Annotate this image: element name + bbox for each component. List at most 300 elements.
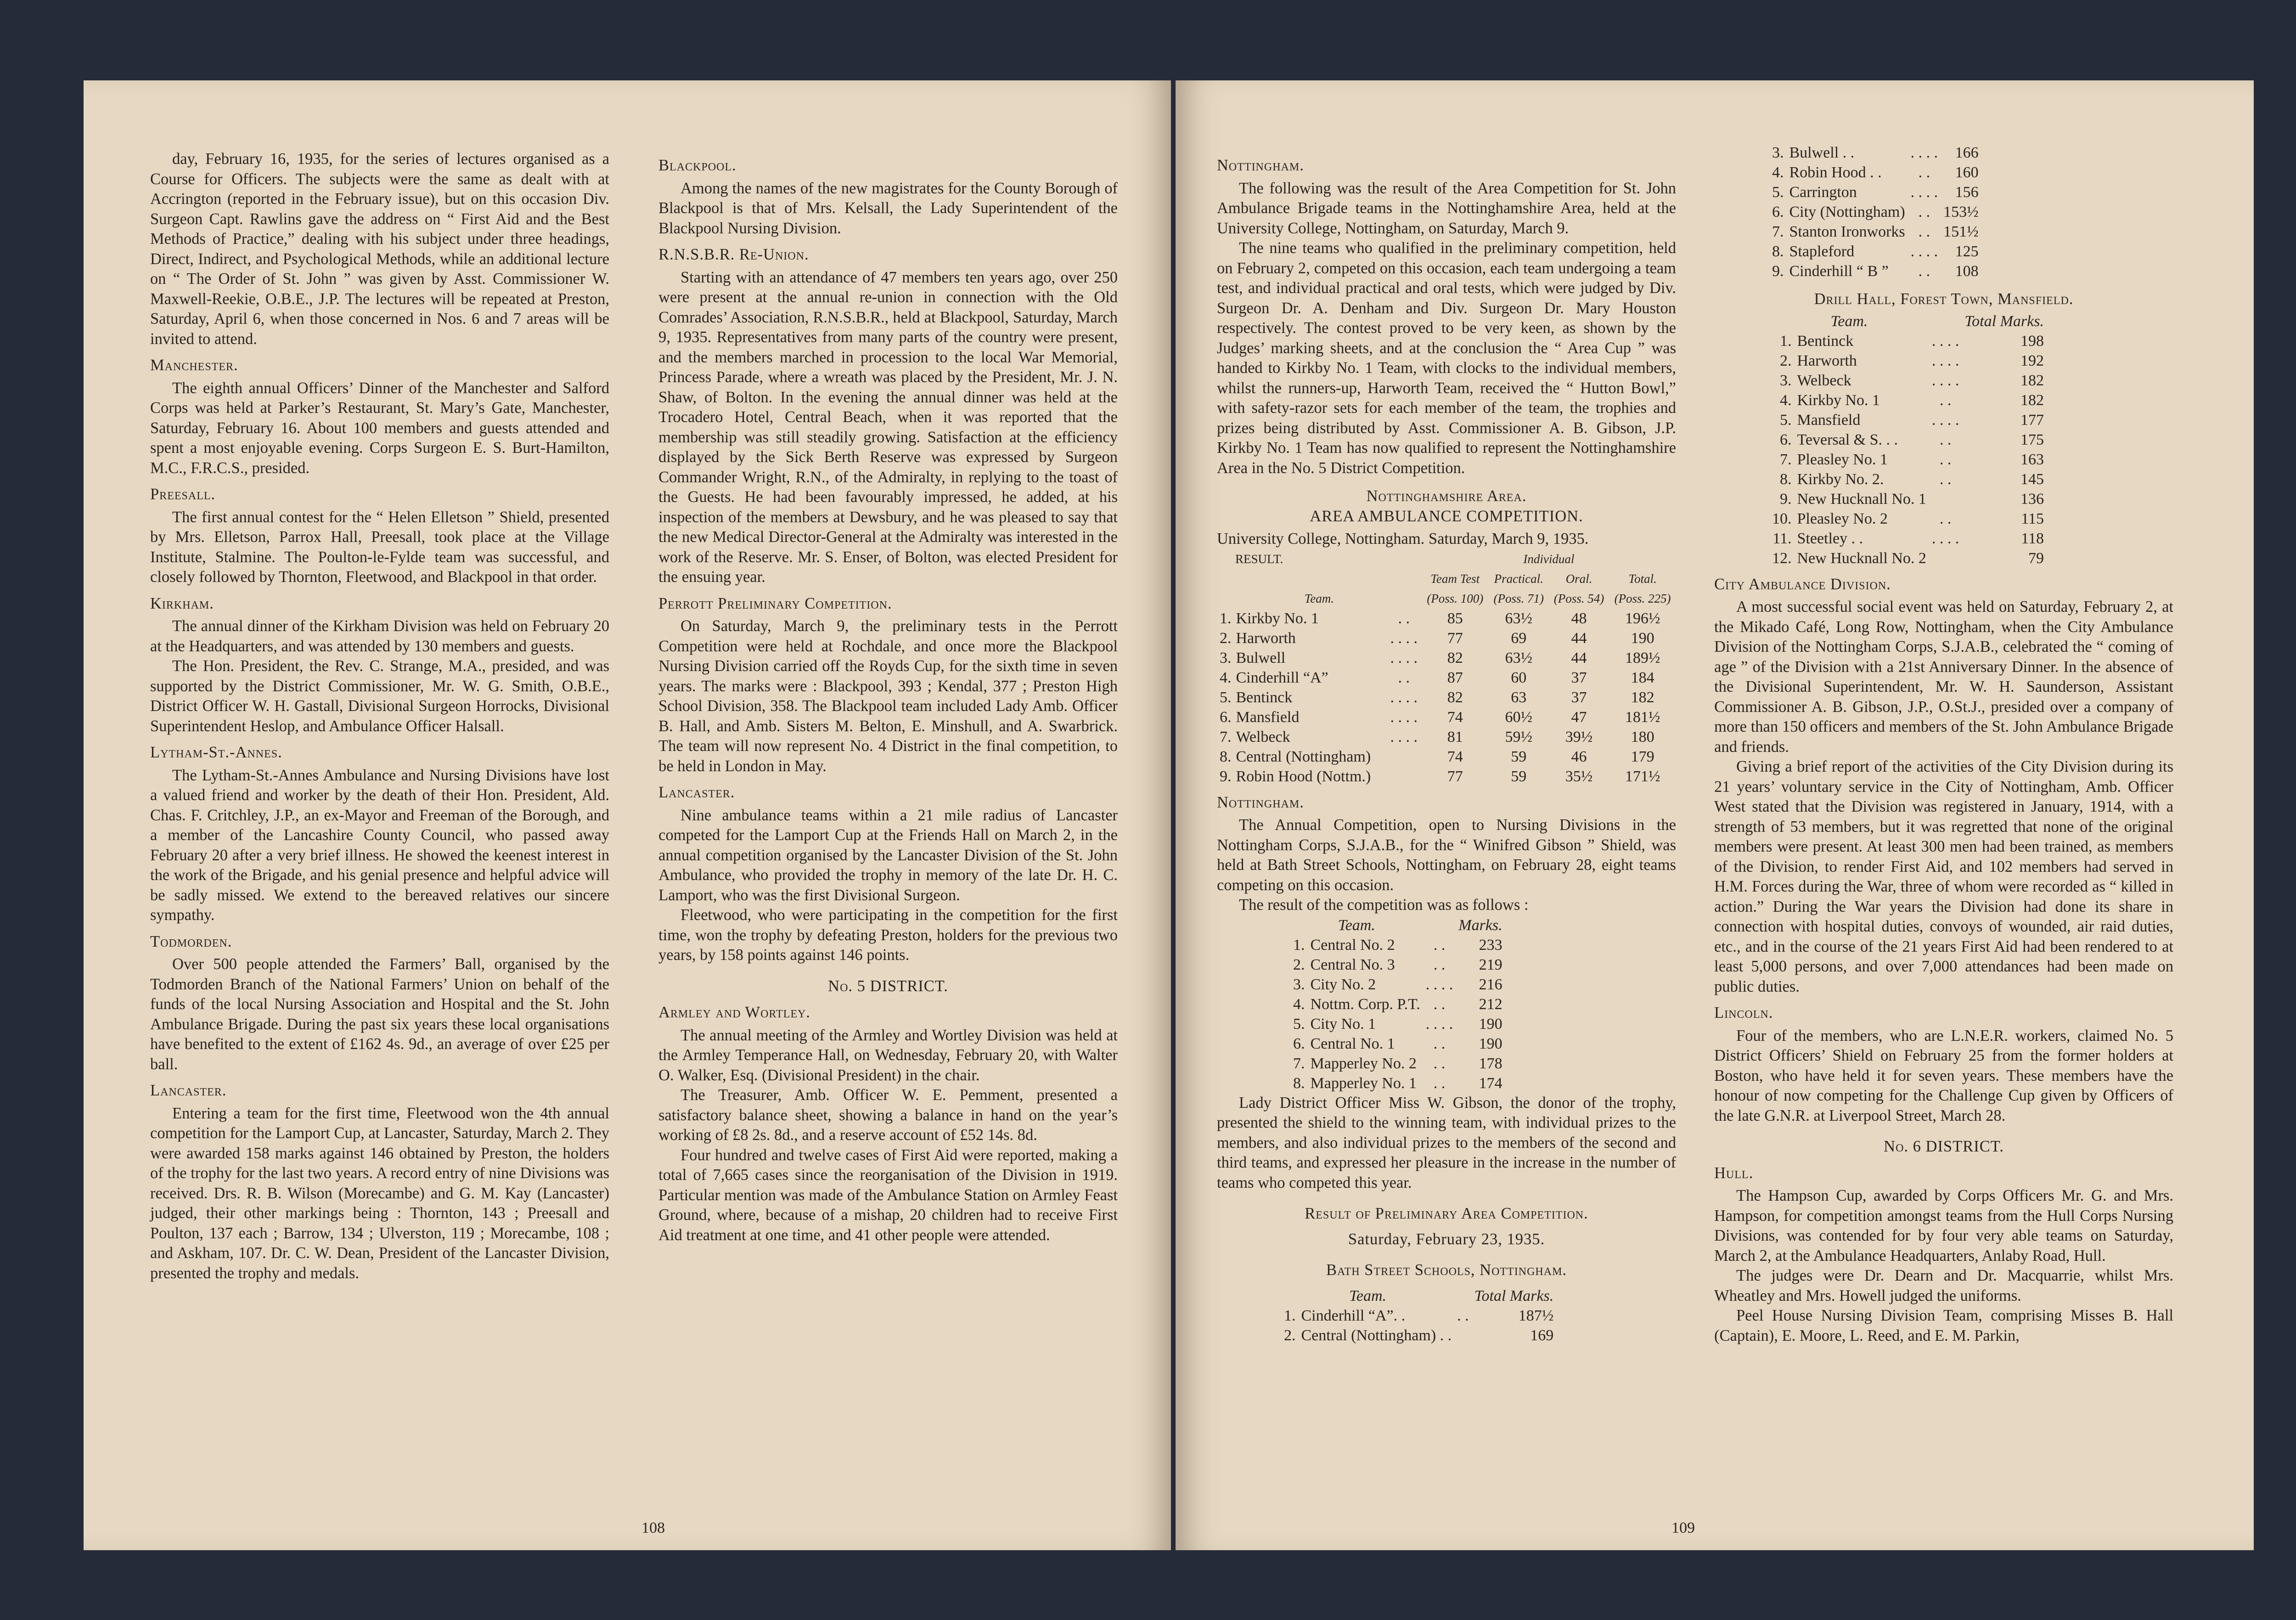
team-test-score: 77 <box>1447 629 1463 647</box>
oral-score: 35½ <box>1565 768 1593 785</box>
team-name: Mansfield <box>1797 411 1861 429</box>
table-row <box>1281 1326 1556 1345</box>
table-row <box>1290 994 1505 1014</box>
team-name: Bentinck <box>1797 332 1854 350</box>
table-row <box>1217 727 1676 747</box>
table-row <box>1769 143 1981 163</box>
paragraph: Among the names of the new magistrates for the County Borough of Blackpool is that of Mrs. Kelsall, the Lady Superintendent of the Blackpool Nursing Division. <box>658 179 1118 237</box>
table-row <box>1769 163 1981 182</box>
row-number: 7. <box>1220 728 1232 745</box>
team-name: Central No. 2 <box>1310 936 1395 954</box>
team-name: Mapperley No. 1 <box>1310 1074 1417 1092</box>
total-score: 196½ <box>1625 610 1660 627</box>
team-header: Team. <box>1304 591 1334 605</box>
oral-score: 37 <box>1571 669 1587 686</box>
marks: 156 <box>1955 184 1979 201</box>
paragraph: Entering a team for the first time, Fleetwood won the 4th annual competition for the Lamport Cup, at Lancaster, Saturday, March 2. They were awarded 158 marks against 146 obtained by Preston, the holders of the trophy for the last two years. A record entry of nine Divisions was received. Drs. R. B. Wilson (Morecambe) and G. M. Kay (Lancaster) judged, their other markings being : Thornton, 143 ; Preesall and Poulton, 137 each ; Barrow, 134 ; Ulverston, 119 ; Morecambe, 108 ; and Askham, 107. Dr. C. W. Dean, President of the Lancaster Division, presented the trophy and medals. <box>150 1104 609 1282</box>
leader-dots: . . . . <box>1425 976 1453 993</box>
paragraph: Four of the members, who are L.N.E.R. workers, claimed No. 5 District Officers’ Shield on February 25 from the former holders at Boston, who have held it for seven years. These members have the honour of now competing for the Challenge Cup given by Officers of the late G.N.R. at Liverpool Street, March 28. <box>1714 1027 2173 1124</box>
table-row <box>1217 688 1676 707</box>
team-test-score: 87 <box>1447 669 1463 686</box>
total-score: 184 <box>1631 669 1654 686</box>
table-row <box>1769 548 2047 568</box>
marks: 151½ <box>1943 223 1979 240</box>
marks: 216 <box>1479 976 1503 993</box>
leader-dots: . . . . <box>1910 243 1938 260</box>
leader-dots: . . . . <box>1910 184 1938 201</box>
row-number: 9. <box>1220 768 1232 785</box>
section-heading: Manchester. <box>150 356 238 374</box>
team-cell <box>1217 668 1386 688</box>
page-number-right: 109 <box>1671 1519 1695 1536</box>
row-number: 8. <box>1293 1074 1305 1092</box>
drill-marks-header: Total Marks. <box>1964 312 2044 330</box>
table-row <box>1769 489 2047 509</box>
leader-dots: . . <box>1433 1055 1446 1072</box>
marks: 177 <box>2020 411 2044 429</box>
marks: 190 <box>1479 1035 1503 1052</box>
team-name: Central (Nottingham) . . <box>1301 1326 1452 1344</box>
section-heading: Nottingham. <box>1217 793 1304 811</box>
leader-dots: . . <box>1433 1035 1446 1052</box>
team-name: Welbeck <box>1797 372 1851 389</box>
row-number: 1. <box>1220 610 1232 627</box>
marks: 166 <box>1955 144 1979 161</box>
section-heading: Perrott Preliminary Competition. <box>658 594 892 612</box>
table-row <box>1769 430 2047 450</box>
row-number: 9. <box>1772 263 1784 280</box>
paragraph: The Hon. President, the Rev. C. Strange, M.A., presided, and was supported by the District Commissioner, Mr. W. G. Smith, O.B.E., District Officer W. H. Gastall, Divisional Surgeon Horrocks, Divisional Superintendent Heslop, and Ambulance Officer Halsall. <box>150 657 609 735</box>
team-name: Stapleford <box>1789 243 1855 260</box>
team-name: Central No. 1 <box>1310 1035 1395 1052</box>
row-number: 6. <box>1220 708 1232 726</box>
team-name: City No. 1 <box>1310 1015 1376 1033</box>
team-name: New Hucknall No. 1 <box>1797 490 1926 508</box>
marks: 212 <box>1479 995 1503 1013</box>
leader-dots: . . . . <box>1390 649 1418 666</box>
left-page <box>84 80 1171 1550</box>
team-cell <box>1217 688 1386 707</box>
table-row <box>1281 1306 1556 1326</box>
team-test-score: 85 <box>1447 610 1463 627</box>
team-name: New Hucknall No. 2 <box>1797 549 1926 567</box>
paragraph: The following was the result of the Area Competition for St. John Ambulance Brigade teams in the Nottinghamshire Area, held at the University College, Nottingham, on Saturday, March 9. <box>1217 179 1676 237</box>
marks: 169 <box>1530 1326 1554 1344</box>
team-cell <box>1217 609 1386 628</box>
leader-dots: . . . . <box>1931 352 1959 369</box>
row-number: 5. <box>1293 1015 1305 1033</box>
team-name: City No. 2 <box>1310 976 1376 993</box>
column-2 <box>658 149 1118 1245</box>
marks: 219 <box>1479 956 1503 973</box>
team-name: Steetley . . <box>1797 530 1863 547</box>
table-row <box>1769 469 2047 489</box>
row-number: 6. <box>1780 431 1792 448</box>
leader-dots: . . <box>1939 431 1952 448</box>
paragraph: The Hampson Cup, awarded by Corps Officers Mr. G. and Mrs. Hampson, for competition amongst teams from the Hull Corps Nursing Divisions, was contended for by four very able teams on Saturday, March 2, at the Ambulance Headquarters, Anlaby Road, Hull. <box>1714 1187 2173 1264</box>
oral-score: 46 <box>1571 748 1587 765</box>
section-heading: Lytham-St.-Annes. <box>150 744 282 761</box>
practical-score: 63 <box>1511 689 1527 706</box>
row-number: 2. <box>1220 629 1232 647</box>
oral-score: 47 <box>1571 708 1587 726</box>
paragraph: A most successful social event was held on Saturday, February 2, at the Mikado Café, Long Row, Nottingham, when the City Ambulance Division of the Nottingham Corps, S.J.A.B., celebrated the “ coming of age ” of the Division with a 21st Anniversary Dinner. In the absence of the Divisional Superintendent, Mr. W. H. Saunderson, Assistant Commissioner A. B. Gibson, J.P., O.St.J., presided over a company of more than 150 officers and members of the St. John Ambulance Brigade and friends. <box>1714 598 2173 756</box>
team-name: Cinderhill “A” <box>1236 669 1328 686</box>
row-number: 5. <box>1780 411 1792 429</box>
row-number: 8. <box>1780 470 1792 488</box>
paragraph: The eighth annual Officers’ Dinner of the Manchester and Salford Corps was held at Parker’s Restaurant, St. Mary’s Gate, Manchester, Saturday, February 16. About 100 members and guests attended and spent a most enjoyable evening. Corps Surgeon E. S. Burt-Hamilton, M.C., F.R.C.S., presided. <box>150 379 609 477</box>
section-heading: Kirkham. <box>150 594 214 612</box>
total-score: 179 <box>1631 748 1654 765</box>
paragraph: The nine teams who qualified in the preliminary competition, held on February 2, competed on this occasion, each team undergoing a team test, and individual practical and oral tests, which were judged by Div. Surgeon Dr. A. Denham and Div. Surgeon Dr. Mary Houston respectively. The contest proved to be very keen, as shown by the Judges’ marking sheets, and at the conclusion the “ Area Cup ” was handed to Kirkby No. 1 Team, with clocks to the individual members, whilst the runners-up, Harworth Team, received the “ Hutton Bowl,” with safety-razor sets for each member of the team, the trophies and prizes being distributed by Asst. Commissioner A. B. Gibson, J.P. Kirkby No. 1 Team has now qualified to represent the Nottinghamshire Area in the No. 5 District Competition. <box>1217 239 1676 477</box>
leader-dots: . . . . <box>1931 530 1959 547</box>
table-row <box>1217 767 1676 786</box>
centered-heading: No. 6 DISTRICT. <box>1884 1138 2004 1155</box>
marks: 108 <box>1955 263 1979 280</box>
paragraph: The Annual Competition, open to Nursing Divisions in the Nottingham Corps, S.J.A.B., for the “ Winifred Gibson ” Shield, was held at Bath Street Schools, Nottingham, on February 28, eight teams competing on this occasion. <box>1217 816 1676 894</box>
leader-dots: . . . . <box>1931 411 1959 429</box>
practical-score: 60½ <box>1505 708 1533 726</box>
marks: 153½ <box>1943 203 1979 220</box>
nursing-team-header: Team. <box>1338 916 1375 934</box>
team-name: Bulwell <box>1236 649 1286 666</box>
centered-heading: No. 5 DISTRICT. <box>828 977 948 995</box>
row-number: 5. <box>1772 184 1784 201</box>
page-number-left: 108 <box>642 1519 665 1536</box>
table-row <box>1769 331 2047 351</box>
marks: 118 <box>2021 530 2044 547</box>
total-header: Total. <box>1628 571 1657 586</box>
practical-score: 63½ <box>1505 649 1533 666</box>
team-name: Robin Hood . . <box>1789 164 1882 181</box>
team-name: Central (Nottingham) <box>1236 748 1371 765</box>
leader-dots: . . <box>1918 223 1930 240</box>
team-name: Nottm. Corp. P.T. <box>1310 995 1420 1013</box>
row-number: 8. <box>1220 748 1232 765</box>
marks: 174 <box>1479 1074 1503 1092</box>
table-row <box>1290 935 1505 955</box>
section-heading: Lincoln. <box>1714 1004 1773 1022</box>
team-name: Harworth <box>1797 352 1857 369</box>
row-number: 2. <box>1780 352 1792 369</box>
practical-score: 69 <box>1511 629 1527 647</box>
paragraph: Fleetwood, who were participating in the competition for the first time, won the trophy by defeating Preston, holders for the previous two years, by 158 points against 146 points. <box>658 906 1118 964</box>
poss-practical: (Poss. 71) <box>1493 591 1544 605</box>
section-heading: Nottingham. <box>1217 157 1304 174</box>
team-test-score: 82 <box>1447 689 1463 706</box>
table-row <box>1769 182 1981 202</box>
leader-dots: . . <box>1939 391 1952 409</box>
team-name: Cinderhill “A”. . <box>1301 1307 1406 1324</box>
table-row <box>1290 975 1505 994</box>
oral-score: 37 <box>1571 689 1587 706</box>
leader-dots: . . <box>1398 669 1410 686</box>
practical-score: 60 <box>1511 669 1527 686</box>
team-test-score: 82 <box>1447 649 1463 666</box>
team-test-score: 81 <box>1447 728 1463 745</box>
leader-dots: . . . . <box>1390 689 1418 706</box>
table-row <box>1769 261 1981 281</box>
section-heading: City Ambulance Division. <box>1714 575 1891 593</box>
paragraph: Giving a brief report of the activities of the City Division during its 21 years’ voluntary service in the City of Nottingham, Amb. Officer West stated that the Division was registered in January, 1914, with a strength of 53 members, but it was regretted that none of the original members were present. At least 300 men had been trained, as members of the Division, to render First Aid, and 102 members had served in H.M. Forces during the War, three of whom were recorded as “ killed in action.” During the War years the Division had done its share in connection with hospital duties, convoys of wounded, air raid duties, etc., and in the course of the 21 years First Aid had been rendered to at least 5,000 persons, and over 7,000 attendances had been made on public duties. <box>1714 758 2173 995</box>
row-number: 1. <box>1293 936 1305 954</box>
row-number: 2. <box>1293 956 1305 973</box>
paragraph: The judges were Dr. Dearn and Dr. Macquarrie, whilst Mrs. Wheatley and Mrs. Howell judged the uniforms. <box>1714 1267 2173 1304</box>
paragraph: Lady District Officer Miss W. Gibson, the donor of the trophy, presented the shield to the winning team, with individual prizes to the members, and also individual prizes to the members of the second and third teams, and expressed her pleasure in the increase in the number of teams who competed this year. <box>1217 1094 1676 1191</box>
leader-dots: . . <box>1433 995 1446 1013</box>
table-row <box>1217 747 1676 767</box>
marks: 178 <box>1479 1055 1503 1072</box>
team-cell <box>1217 727 1386 747</box>
row-number: 6. <box>1772 203 1784 220</box>
leader-dots: . . <box>1398 610 1410 627</box>
row-number: 3. <box>1293 976 1305 993</box>
leader-dots: . . . . <box>1910 144 1938 161</box>
table-row <box>1290 1054 1505 1073</box>
table-row <box>1769 410 2047 430</box>
paragraph: The annual dinner of the Kirkham Division was held on February 20 at the Headquarters, and was attended by 130 members and guests. <box>150 617 609 655</box>
marks: 145 <box>2020 470 2044 488</box>
row-number: 2. <box>1284 1326 1296 1344</box>
total-score: 189½ <box>1625 649 1660 666</box>
leader-dots <box>1386 767 1422 786</box>
area-heading: Nottinghamshire Area. <box>1366 487 1527 505</box>
row-number: 7. <box>1293 1055 1305 1072</box>
drill-hall-heading: Drill Hall, Forest Town, Mansfield. <box>1814 290 2074 308</box>
row-number: 8. <box>1772 243 1784 260</box>
marks: 187½ <box>1518 1307 1554 1324</box>
section-heading: R.N.S.B.R. Re-Union. <box>658 246 809 263</box>
area-venue: University College, Nottingham. Saturday, March 9, 1935. <box>1217 530 1589 548</box>
paragraph: Peel House Nursing Division Team, comprising Misses B. Hall (Captain), E. Moore, L. Reed, and E. M. Parkin, <box>1714 1307 2173 1344</box>
table-row <box>1769 222 1981 242</box>
section-heading: Hull. <box>1714 1164 1754 1182</box>
marks: 136 <box>2020 490 2044 508</box>
leader-dots: . . <box>1939 451 1952 468</box>
bath-marks-header: Total Marks. <box>1474 1287 1554 1304</box>
marks: 175 <box>2020 431 2044 448</box>
paragraph: Nine ambulance teams within a 21 mile radius of Lancaster competed for the Lamport Cup at the Friends Hall on March 2, in the annual competition organised by the Lancaster Division of the St. John Ambulance, who provided the trophy in memory of the late Dr. H. C. Lamport, who was the first Divisional Surgeon. <box>658 806 1118 904</box>
section-heading: Lancaster. <box>658 784 735 801</box>
marks: 198 <box>2020 332 2044 350</box>
paragraph: Starting with an attendance of 47 members ten years ago, over 250 were present at the annual re-union in connection with the Old Comrades’ Association, R.N.S.B.R., held at Blackpool, Saturday, March 9, 1935. Representatives from many parts of the country were present, and the members marched in procession to the local War Memorial, Princess Parade, where a wreath was placed by the President, Mr. J. N. Shaw, of Bolton. In the evening the annual dinner was held at the Trocadero Hotel, Central Beach, when it was reported that the membership was still steadily growing. Satisfaction at the efficiency displayed by the Sick Berth Reserve was expressed by Surgeon Commander Wright, R.N., of the Admiralty, in replying to the toast of the Guests. He had been favourably impressed, he added, at his inspection of the members at Dewsbury, and he was pleased to say that the new Medical Director-General at the Admiralty was interested in the work of the Reserve. Mr. S. Enser, of Bolton, was elected President for the ensuing year. <box>658 268 1118 586</box>
table-row <box>1290 1034 1505 1054</box>
team-cell <box>1217 628 1386 648</box>
practical-score: 59½ <box>1505 728 1533 745</box>
row-number: 4. <box>1293 995 1305 1013</box>
team-name: Cinderhill “ B ” <box>1789 263 1889 280</box>
drill-team-header: Team. <box>1830 312 1868 330</box>
oral-score: 44 <box>1571 629 1587 647</box>
table-row <box>1290 955 1505 975</box>
leader-dots: . . <box>1433 1074 1446 1092</box>
marks: 192 <box>2020 352 2044 369</box>
leader-dots: . . . . <box>1931 332 1959 350</box>
row-number: 11. <box>1773 530 1792 547</box>
poss-total: (Poss. 225) <box>1614 591 1671 605</box>
individual-header: Individual <box>1523 552 1575 566</box>
row-number: 1. <box>1780 332 1792 350</box>
team-test-score: 77 <box>1447 768 1463 785</box>
poss-oral: (Poss. 54) <box>1553 591 1604 605</box>
team-name: City (Nottingham) <box>1789 203 1905 220</box>
nursing-marks-header: Marks. <box>1458 916 1503 934</box>
leader-dots: . . <box>1433 936 1446 954</box>
column-3 <box>1217 149 1676 1345</box>
right-page <box>1176 80 2254 1550</box>
row-number: 7. <box>1780 451 1792 468</box>
table-row <box>1769 202 1981 222</box>
team-name: Teversal & S. . . <box>1797 431 1898 448</box>
team-name: Pleasley No. 2 <box>1797 510 1888 527</box>
row-number: 3. <box>1772 144 1784 161</box>
paragraph: The result of the competition was as follows : <box>1239 896 1529 914</box>
total-score: 181½ <box>1625 708 1660 726</box>
row-number: 3. <box>1780 372 1792 389</box>
marks: 182 <box>2020 391 2044 409</box>
team-name: Kirkby No. 1 <box>1236 610 1319 627</box>
team-name: Harworth <box>1236 629 1296 647</box>
leader-dots: . . . . <box>1425 1015 1453 1033</box>
table-row <box>1290 1073 1505 1093</box>
team-name: Mapperley No. 2 <box>1310 1055 1417 1072</box>
result-label: RESULT. <box>1235 552 1283 566</box>
practical-header: Practical. <box>1494 571 1543 586</box>
paragraph: Four hundred and twelve cases of First Aid were reported, making a total of 7,665 cases since the reorganisation of the Division in 1919. Particular mention was made of the Ambulance Station on Armley Feast Ground, where, because of a mishap, 20 children had to receive First Aid treatment at one time, and 41 other people were attended. <box>658 1146 1118 1244</box>
practical-score: 59 <box>1511 748 1527 765</box>
area-results-table <box>1217 549 1676 786</box>
row-number: 4. <box>1780 391 1792 409</box>
marks: 190 <box>1479 1015 1503 1033</box>
table-row <box>1769 390 2047 410</box>
team-name: Bulwell . . <box>1789 144 1855 161</box>
team-name: Stanton Ironworks <box>1789 223 1905 240</box>
section-heading: Blackpool. <box>658 157 737 174</box>
paragraph: The annual meeting of the Armley and Wortley Division was held at the Armley Temperance Hall, on Wednesday, February 20, with Walter O. Walker, Esq. (Divisional President) in the chair. <box>658 1026 1118 1084</box>
total-score: 182 <box>1631 689 1654 706</box>
table-row <box>1217 707 1676 727</box>
oral-score: 48 <box>1571 610 1587 627</box>
leader-dots: . . . . <box>1931 372 1959 389</box>
row-number: 12. <box>1772 549 1792 567</box>
marks: 125 <box>1955 243 1979 260</box>
table-row <box>1769 509 2047 529</box>
bath-street-table-continued <box>1769 143 1981 281</box>
leader-dots: . . . . <box>1390 629 1418 647</box>
leader-dots: . . . . <box>1390 708 1418 726</box>
leader-dots: . . <box>1939 510 1952 527</box>
table-row <box>1769 242 1981 261</box>
table-row <box>1769 371 2047 390</box>
marks: 163 <box>2020 451 2044 468</box>
team-name: Robin Hood (Nottm.) <box>1236 768 1371 785</box>
section-heading: Todmorden. <box>150 932 232 950</box>
marks: 233 <box>1479 936 1503 954</box>
team-cell <box>1217 648 1386 668</box>
team-name: Kirkby No. 2. <box>1797 470 1884 488</box>
row-number: 7. <box>1772 223 1784 240</box>
column-1 <box>150 149 609 1283</box>
section-heading: Preesall. <box>150 485 216 503</box>
team-cell <box>1217 767 1386 786</box>
column-4 <box>1714 144 2173 1346</box>
centered-heading: Result of Preliminary Area Competition. <box>1305 1205 1588 1222</box>
leader-dots <box>1929 489 1962 509</box>
marks: 115 <box>2021 510 2044 527</box>
team-test-score: 74 <box>1447 748 1463 765</box>
section-heading: Lancaster. <box>150 1082 227 1099</box>
team-name: Mansfield <box>1236 708 1300 726</box>
table-row <box>1769 450 2047 469</box>
team-name: Kirkby No. 1 <box>1797 391 1880 409</box>
poss-team: (Poss. 100) <box>1427 591 1484 605</box>
row-number: 4. <box>1772 164 1784 181</box>
paragraph: day, February 16, 1935, for the series of lectures organised as a Course for Officers. The subjects were the same as dealt with at Accrington (reported in the February issue), but on this occasion Div. Surgeon Capt. Rawlins gave the address on “ First Aid and the Best Methods of Practice,” dealing with his subject under three headings, Direct, Indirect, and Psychological Methods, while an additional lecture on “ The Order of St. John ” was given by Asst. Commissioner W. Maxwell-Reekie, O.B.E., J.P. The lectures will be repeated at Preston, Saturday, April 6, when those concerned in Nos. 6 and 7 areas will be invited to attend. <box>150 150 609 348</box>
table-row <box>1217 628 1676 648</box>
marks: 160 <box>1955 164 1979 181</box>
practical-score: 59 <box>1511 768 1527 785</box>
row-number: 1. <box>1284 1307 1296 1324</box>
paragraph: The Treasurer, Amb. Officer W. E. Pemment, presented a satisfactory balance sheet, showing a balance in hand on the year’s working of £8 2s. 8d., and a reserve account of £52 14s. 8d. <box>658 1086 1118 1144</box>
centered-heading: Bath Street Schools, Nottingham. <box>1326 1261 1567 1279</box>
marks: 79 <box>2028 549 2044 567</box>
leader-dots <box>1386 747 1422 767</box>
team-name: Carrington <box>1789 184 1857 201</box>
nursing-results-table <box>1290 915 1505 1093</box>
paragraph: On Saturday, March 9, the preliminary tests in the Perrott Competition were held at Rochdale, and once more the Blackpool Nursing Division carried off the Royds Cup, for the sixth time in seven years. The marks were : Blackpool, 393 ; Kendal, 377 ; Preston High School Division, 358. The Blackpool team included Lady Amb. Officer B. Hall, and Amb. Sisters M. Belton, E. Minshull, and A. Swarbrick. The team will now represent No. 4 District in the final competition, to be held in London in May. <box>658 617 1118 775</box>
bath-street-table <box>1281 1286 1556 1345</box>
team-test-score: 74 <box>1447 708 1463 726</box>
row-number: 10. <box>1772 510 1792 527</box>
total-score: 171½ <box>1625 768 1660 785</box>
team-cell <box>1217 707 1386 727</box>
team-name: Bentinck <box>1236 689 1293 706</box>
row-number: 4. <box>1220 669 1232 686</box>
marks: 182 <box>2020 372 2044 389</box>
leader-dots <box>1454 1326 1472 1345</box>
team-name: Central No. 3 <box>1310 956 1395 973</box>
leader-dots: . . <box>1918 164 1930 181</box>
section-heading: Armley and Wortley. <box>658 1004 810 1021</box>
oral-header: Oral. <box>1565 571 1593 586</box>
paragraph: Over 500 people attended the Farmers’ Ball, organised by the Todmorden Branch of the National Farmers’ Union on behalf of the funds of the local Nursing Association and Hospital and the St. John Ambulance Brigade. During the past six years these local organisations have benefited to the extent of £162 4s. 9d., an average of over £25 per ball. <box>150 955 609 1073</box>
bath-team-header: Team. <box>1349 1287 1387 1304</box>
row-number: 9. <box>1780 490 1792 508</box>
oral-score: 44 <box>1571 649 1587 666</box>
row-number: 5. <box>1220 689 1232 706</box>
table-row <box>1217 609 1676 628</box>
oral-score: 39½ <box>1565 728 1593 745</box>
team-test-header: Team Test <box>1430 571 1480 586</box>
team-cell <box>1217 747 1386 767</box>
leader-dots: . . <box>1457 1307 1469 1324</box>
total-score: 180 <box>1631 728 1654 745</box>
table-row <box>1769 351 2047 371</box>
team-name: Welbeck <box>1236 728 1290 745</box>
table-row <box>1217 668 1676 688</box>
area-title: AREA AMBULANCE COMPETITION. <box>1310 507 1583 525</box>
drill-hall-table <box>1769 311 2047 568</box>
team-name: Pleasley No. 1 <box>1797 451 1888 468</box>
paragraph: The first annual contest for the “ Helen Elletson ” Shield, presented by Mrs. Elletson, Parrox Hall, Preesall, took place at the Village Institute, Stalmine. The Poulton-le-Fylde team was successful, and closely followed by Thornton, Fleetwood, and Blackpool in that order. <box>150 508 609 586</box>
table-row <box>1290 1014 1505 1034</box>
leader-dots: . . <box>1939 470 1952 488</box>
row-number: 3. <box>1220 649 1232 666</box>
table-row <box>1769 529 2047 548</box>
table-row <box>1217 648 1676 668</box>
leader-dots: . . <box>1433 956 1446 973</box>
leader-dots: . . <box>1918 203 1930 220</box>
